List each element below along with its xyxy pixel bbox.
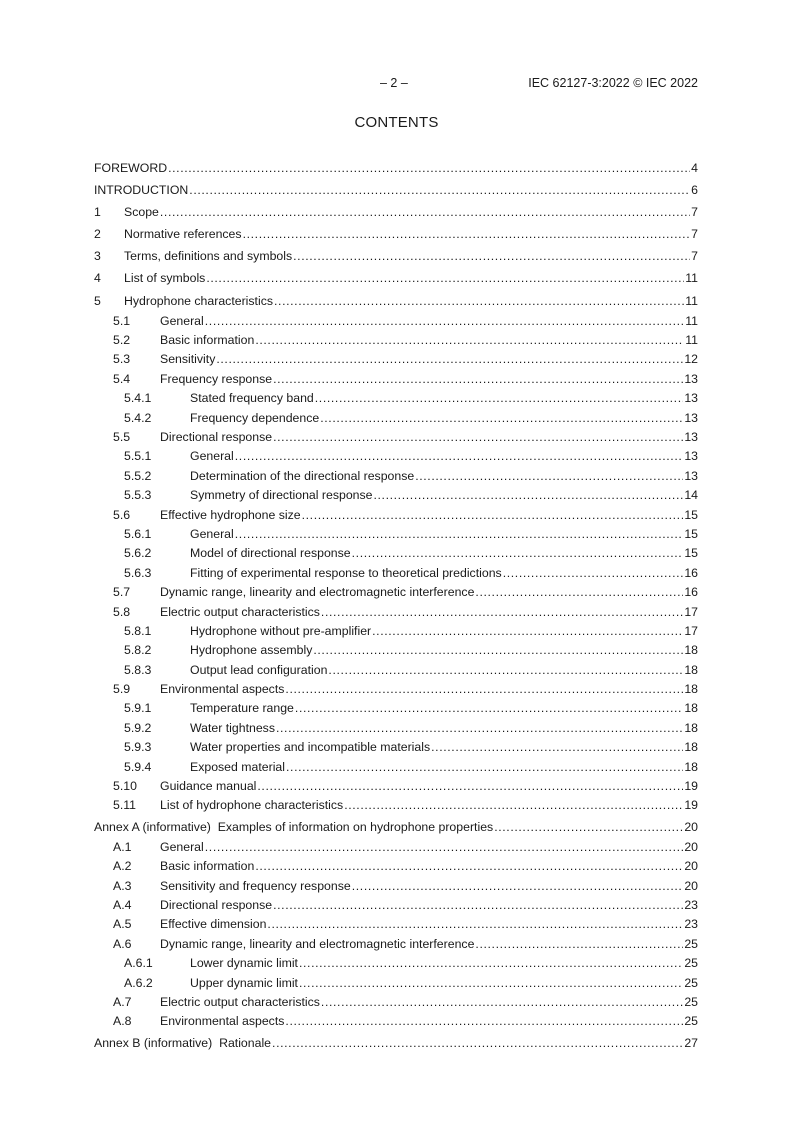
toc-entry[interactable]	[94, 777, 698, 796]
toc-entry-number: 5.5	[113, 430, 131, 444]
dot-leader	[372, 622, 683, 641]
toc-entry-title: INTRODUCTION	[94, 183, 189, 198]
dot-leader	[475, 583, 683, 602]
dot-leader	[274, 290, 684, 312]
toc-entry-page: 20	[684, 819, 698, 834]
toc-entry[interactable]	[94, 428, 698, 447]
toc-entry-title: Upper dynamic limit	[190, 975, 298, 990]
toc-entry-page: 11	[685, 313, 698, 328]
toc-entry-title: Effective hydrophone size	[160, 507, 301, 522]
toc-entry[interactable]	[94, 267, 698, 289]
dot-leader	[302, 506, 684, 525]
toc-entry-number: 5.9.2	[124, 720, 152, 735]
dot-leader	[320, 409, 683, 428]
dot-leader	[257, 777, 683, 796]
toc-entry[interactable]	[94, 935, 698, 954]
toc-entry[interactable]	[94, 680, 698, 699]
toc-entry-number: 5.9	[113, 682, 131, 697]
dot-leader	[315, 389, 684, 408]
toc-entry-title: Annex B (informative) Rationale	[94, 1035, 272, 1050]
toc-entry-title: Terms, definitions and symbols	[124, 249, 293, 264]
toc-entry-title: Determination of the directional response	[190, 468, 415, 483]
toc-entry[interactable]	[94, 525, 698, 544]
toc-entry[interactable]	[94, 838, 698, 857]
toc-entry-title: Basic information	[160, 859, 255, 874]
toc-entry-page: 18	[684, 643, 698, 658]
toc-entry[interactable]	[94, 157, 698, 179]
toc-entry[interactable]	[94, 245, 698, 267]
toc-entry-page: 25	[684, 975, 698, 990]
toc-entry-number: 5.6.3	[124, 565, 152, 580]
dot-leader	[299, 974, 683, 993]
toc-entry[interactable]	[94, 738, 698, 757]
dot-leader	[205, 312, 684, 331]
dot-leader	[321, 603, 683, 622]
toc-entry-number: A.4	[113, 898, 132, 913]
toc-entry-number: 5.5.3	[124, 488, 152, 503]
toc-entry-number: A.6	[113, 936, 132, 951]
toc-entry-number: 4	[94, 271, 101, 286]
toc-entry[interactable]	[94, 915, 698, 934]
toc-entry-number: 5.6	[113, 507, 131, 522]
toc-entry-number: 5.9.4	[124, 759, 152, 774]
toc-entry-title: Electric output characteristics	[160, 995, 320, 1010]
dot-leader	[415, 467, 683, 486]
toc-entry-number: 5.4.1	[124, 391, 152, 406]
toc-entry[interactable]	[94, 583, 698, 602]
toc-entry[interactable]	[94, 641, 698, 660]
toc-entry-title: Frequency dependence	[190, 410, 320, 425]
toc-entry-number: A.1	[113, 839, 132, 854]
toc-entry-title: General	[160, 313, 204, 328]
toc-entry-number: 5.8.1	[124, 623, 152, 638]
toc-entry-page: 4	[691, 161, 698, 175]
toc-entry-page: 11	[685, 333, 698, 348]
toc-entry[interactable]	[94, 447, 698, 466]
page-number: – 2 –	[380, 76, 408, 90]
dot-leader	[205, 838, 684, 857]
toc-entry-title: Normative references	[124, 227, 242, 242]
dot-leader	[344, 796, 683, 815]
toc-entry-number: 5.8.3	[124, 662, 152, 677]
dot-leader	[352, 877, 684, 896]
toc-entry-page: 20	[684, 878, 698, 893]
dot-leader	[299, 954, 683, 973]
dot-leader	[295, 699, 683, 718]
toc-entry-title: Water tightness	[190, 720, 275, 735]
toc-entry-page: 18	[684, 662, 698, 677]
toc-entry[interactable]	[94, 290, 698, 312]
toc-entry-page: 20	[684, 839, 698, 854]
dot-leader	[235, 447, 684, 466]
toc-entry-page: 13	[684, 468, 698, 483]
toc-entry-title: General	[190, 526, 234, 541]
toc-entry-title: Dynamic range, linearity and electromagnetic interference	[160, 936, 475, 951]
dot-leader	[503, 564, 684, 583]
document-reference: IEC 62127-3:2022 © IEC 2022	[528, 76, 698, 90]
toc-entry-title: Fitting of experimental response to theoretical predictions	[190, 565, 502, 580]
page-header	[0, 76, 793, 92]
toc-entry-number: A.7	[113, 995, 132, 1010]
toc-entry-title: Environmental aspects	[160, 682, 285, 697]
toc-entry[interactable]	[94, 223, 698, 245]
toc-entry-page: 18	[684, 740, 698, 755]
toc-entry-title: Annex A (informative) Examples of information on hydrophone properties	[94, 819, 494, 834]
toc-entry-number: A.5	[113, 917, 132, 932]
toc-entry-page: 13	[684, 391, 698, 406]
toc-entry-title: General	[190, 449, 234, 464]
toc-entry-page: 6	[691, 183, 698, 198]
dot-leader	[273, 896, 683, 915]
toc-entry-title: Basic information	[160, 333, 255, 348]
toc-entry-number: 5.6.2	[124, 546, 152, 561]
toc-entry[interactable]	[94, 1012, 698, 1031]
toc-entry-number: 5.9.3	[124, 740, 152, 755]
toc-entry[interactable]	[94, 486, 698, 505]
toc-entry-title: Effective dimension	[160, 917, 267, 932]
toc-entry-number: 5.6.1	[124, 526, 152, 541]
toc-entry[interactable]	[94, 370, 698, 389]
toc-entry-title: Hydrophone characteristics	[124, 293, 273, 308]
toc-entry-number: 5.1	[113, 313, 131, 328]
toc-entry-title: Frequency response	[160, 371, 273, 386]
toc-entry-page: 25	[684, 956, 698, 971]
toc-entry[interactable]	[94, 544, 698, 563]
toc-entry[interactable]	[94, 993, 698, 1012]
toc-entry-number: A.3	[113, 878, 132, 893]
toc-entry-page: 16	[684, 565, 698, 580]
dot-leader	[286, 758, 683, 777]
table-of-contents	[94, 157, 698, 1054]
toc-entry-number: A.6.2	[124, 975, 153, 990]
toc-entry-number: 5.8.2	[124, 643, 152, 658]
toc-entry-page: 25	[684, 995, 698, 1010]
dot-leader	[255, 857, 683, 876]
dot-leader	[206, 267, 684, 289]
toc-entry-number: 5.11	[113, 798, 137, 813]
toc-entry[interactable]	[94, 857, 698, 876]
dot-leader	[285, 680, 683, 699]
toc-entry-page: 19	[684, 779, 698, 794]
toc-entry[interactable]	[94, 877, 698, 896]
toc-entry[interactable]	[94, 564, 698, 583]
toc-entry-title: Exposed material	[190, 759, 286, 774]
toc-entry-title: Hydrophone assembly	[190, 643, 313, 658]
toc-entry-title: Lower dynamic limit	[190, 956, 298, 971]
toc-entry-page: 17	[684, 623, 698, 638]
toc-entry-title: Water properties and incompatible materials	[190, 740, 431, 755]
toc-entry-number: 1	[94, 205, 101, 220]
toc-entry-number: 5.7	[113, 585, 131, 600]
toc-entry[interactable]	[94, 1032, 698, 1054]
toc-entry-page: 15	[684, 526, 698, 541]
toc-entry-title: Stated frequency band	[190, 391, 314, 406]
toc-entry-page: 23	[684, 898, 698, 913]
toc-entry-page: 11	[685, 293, 698, 308]
toc-entry-number: 5.4.2	[124, 410, 152, 425]
toc-entry-title: Sensitivity and frequency response	[160, 878, 351, 893]
toc-entry-number: 5.4	[113, 371, 131, 386]
toc-entry-number: 5.5.2	[124, 468, 152, 483]
dot-leader	[189, 179, 690, 201]
dot-leader	[255, 331, 684, 350]
toc-entry-title: Sensitivity	[160, 352, 216, 367]
toc-entry-title: General	[160, 839, 204, 854]
toc-entry-page: 25	[684, 936, 698, 951]
toc-entry-page: 19	[684, 798, 698, 813]
toc-entry-page: 7	[691, 205, 698, 220]
toc-entry-number: 3	[94, 249, 101, 264]
toc-entry-number: 5.3	[113, 352, 131, 367]
dot-leader	[168, 157, 690, 179]
toc-entry-title: Model of directional response	[190, 546, 351, 561]
toc-entry-title: Hydrophone without pre-amplifier	[190, 623, 372, 638]
toc-entry-page: 18	[684, 720, 698, 735]
toc-entry[interactable]	[94, 603, 698, 622]
dot-leader	[431, 738, 683, 757]
toc-entry-title: Directional response	[160, 898, 273, 913]
toc-entry-page: 13	[684, 430, 698, 444]
toc-entry-page: 12	[684, 352, 698, 367]
dot-leader	[216, 350, 683, 369]
toc-entry-title: Directional response	[160, 430, 273, 444]
toc-entry[interactable]	[94, 389, 698, 408]
dot-leader	[285, 1012, 683, 1031]
toc-entry-page: 15	[684, 546, 698, 561]
dot-leader	[273, 370, 683, 389]
dot-leader	[373, 486, 683, 505]
toc-entry-page: 23	[684, 917, 698, 932]
toc-entry[interactable]	[94, 954, 698, 973]
toc-entry[interactable]	[94, 974, 698, 993]
dot-leader	[235, 525, 684, 544]
toc-entry[interactable]	[94, 699, 698, 718]
toc-entry[interactable]	[94, 331, 698, 350]
toc-entry[interactable]	[94, 409, 698, 428]
toc-entry-title: Electric output characteristics	[160, 604, 320, 619]
dot-leader	[475, 935, 683, 954]
dot-leader	[321, 993, 683, 1012]
toc-entry-title: FOREWORD	[94, 161, 168, 175]
toc-entry-page: 14	[684, 488, 698, 503]
toc-entry[interactable]	[94, 201, 698, 223]
toc-entry-title: Scope	[124, 205, 159, 220]
toc-entry-page: 7	[691, 249, 698, 264]
toc-entry-page: 25	[684, 1014, 698, 1029]
toc-entry-title: Symmetry of directional response	[190, 488, 373, 503]
toc-entry[interactable]	[94, 506, 698, 525]
toc-entry-page: 11	[685, 271, 698, 286]
toc-entry-page: 13	[684, 371, 698, 386]
toc-entry[interactable]	[94, 179, 698, 201]
toc-entry-number: A.6.1	[124, 956, 153, 971]
toc-entry-page: 13	[684, 449, 698, 464]
toc-entry-number: A.2	[113, 859, 132, 874]
toc-entry-page: 7	[691, 227, 698, 242]
toc-entry-number: 5.2	[113, 333, 131, 348]
toc-entry[interactable]	[94, 350, 698, 369]
toc-entry-title: Dynamic range, linearity and electromagnetic interference	[160, 585, 475, 600]
toc-entry-page: 15	[684, 507, 698, 522]
dot-leader	[273, 428, 683, 447]
toc-entry-number: 5.8	[113, 604, 131, 619]
toc-entry[interactable]	[94, 758, 698, 777]
toc-entry-page: 18	[684, 759, 698, 774]
toc-entry-title: Temperature range	[190, 701, 294, 716]
toc-entry-page: 17	[684, 604, 698, 619]
toc-entry-page: 18	[684, 701, 698, 716]
toc-entry[interactable]	[94, 896, 698, 915]
toc-entry-title: Guidance manual	[160, 779, 257, 794]
toc-entry[interactable]	[94, 816, 698, 838]
dot-leader	[328, 661, 683, 680]
toc-entry-title: List of hydrophone characteristics	[160, 798, 344, 813]
toc-entry-page: 27	[684, 1035, 698, 1050]
toc-entry[interactable]	[94, 796, 698, 815]
dot-leader	[160, 201, 690, 223]
page-title: CONTENTS	[354, 114, 439, 131]
toc-entry-title: Environmental aspects	[160, 1014, 285, 1029]
dot-leader	[276, 719, 683, 738]
dot-leader	[352, 544, 684, 563]
toc-entry-number: 5.9.1	[124, 701, 152, 716]
toc-entry-number: A.8	[113, 1014, 132, 1029]
toc-entry-number: 2	[94, 227, 101, 242]
dot-leader	[267, 915, 683, 934]
toc-entry[interactable]	[94, 661, 698, 680]
toc-entry[interactable]	[94, 312, 698, 331]
toc-entry-page: 20	[684, 859, 698, 874]
toc-entry-number: 5.10	[113, 779, 137, 794]
toc-entry-number: 5	[94, 293, 101, 308]
toc-entry[interactable]	[94, 622, 698, 641]
dot-leader	[313, 641, 683, 660]
dot-leader	[293, 245, 690, 267]
toc-entry[interactable]	[94, 719, 698, 738]
toc-entry[interactable]	[94, 467, 698, 486]
toc-entry-page: 13	[684, 410, 698, 425]
toc-entry-page: 18	[684, 682, 698, 697]
toc-entry-title: Output lead configuration	[190, 662, 328, 677]
toc-entry-title: List of symbols	[124, 271, 206, 286]
toc-entry-page: 16	[684, 585, 698, 600]
dot-leader	[272, 1032, 683, 1054]
dot-leader	[494, 816, 683, 838]
toc-entry-number: 5.5.1	[124, 449, 152, 464]
dot-leader	[243, 223, 691, 245]
